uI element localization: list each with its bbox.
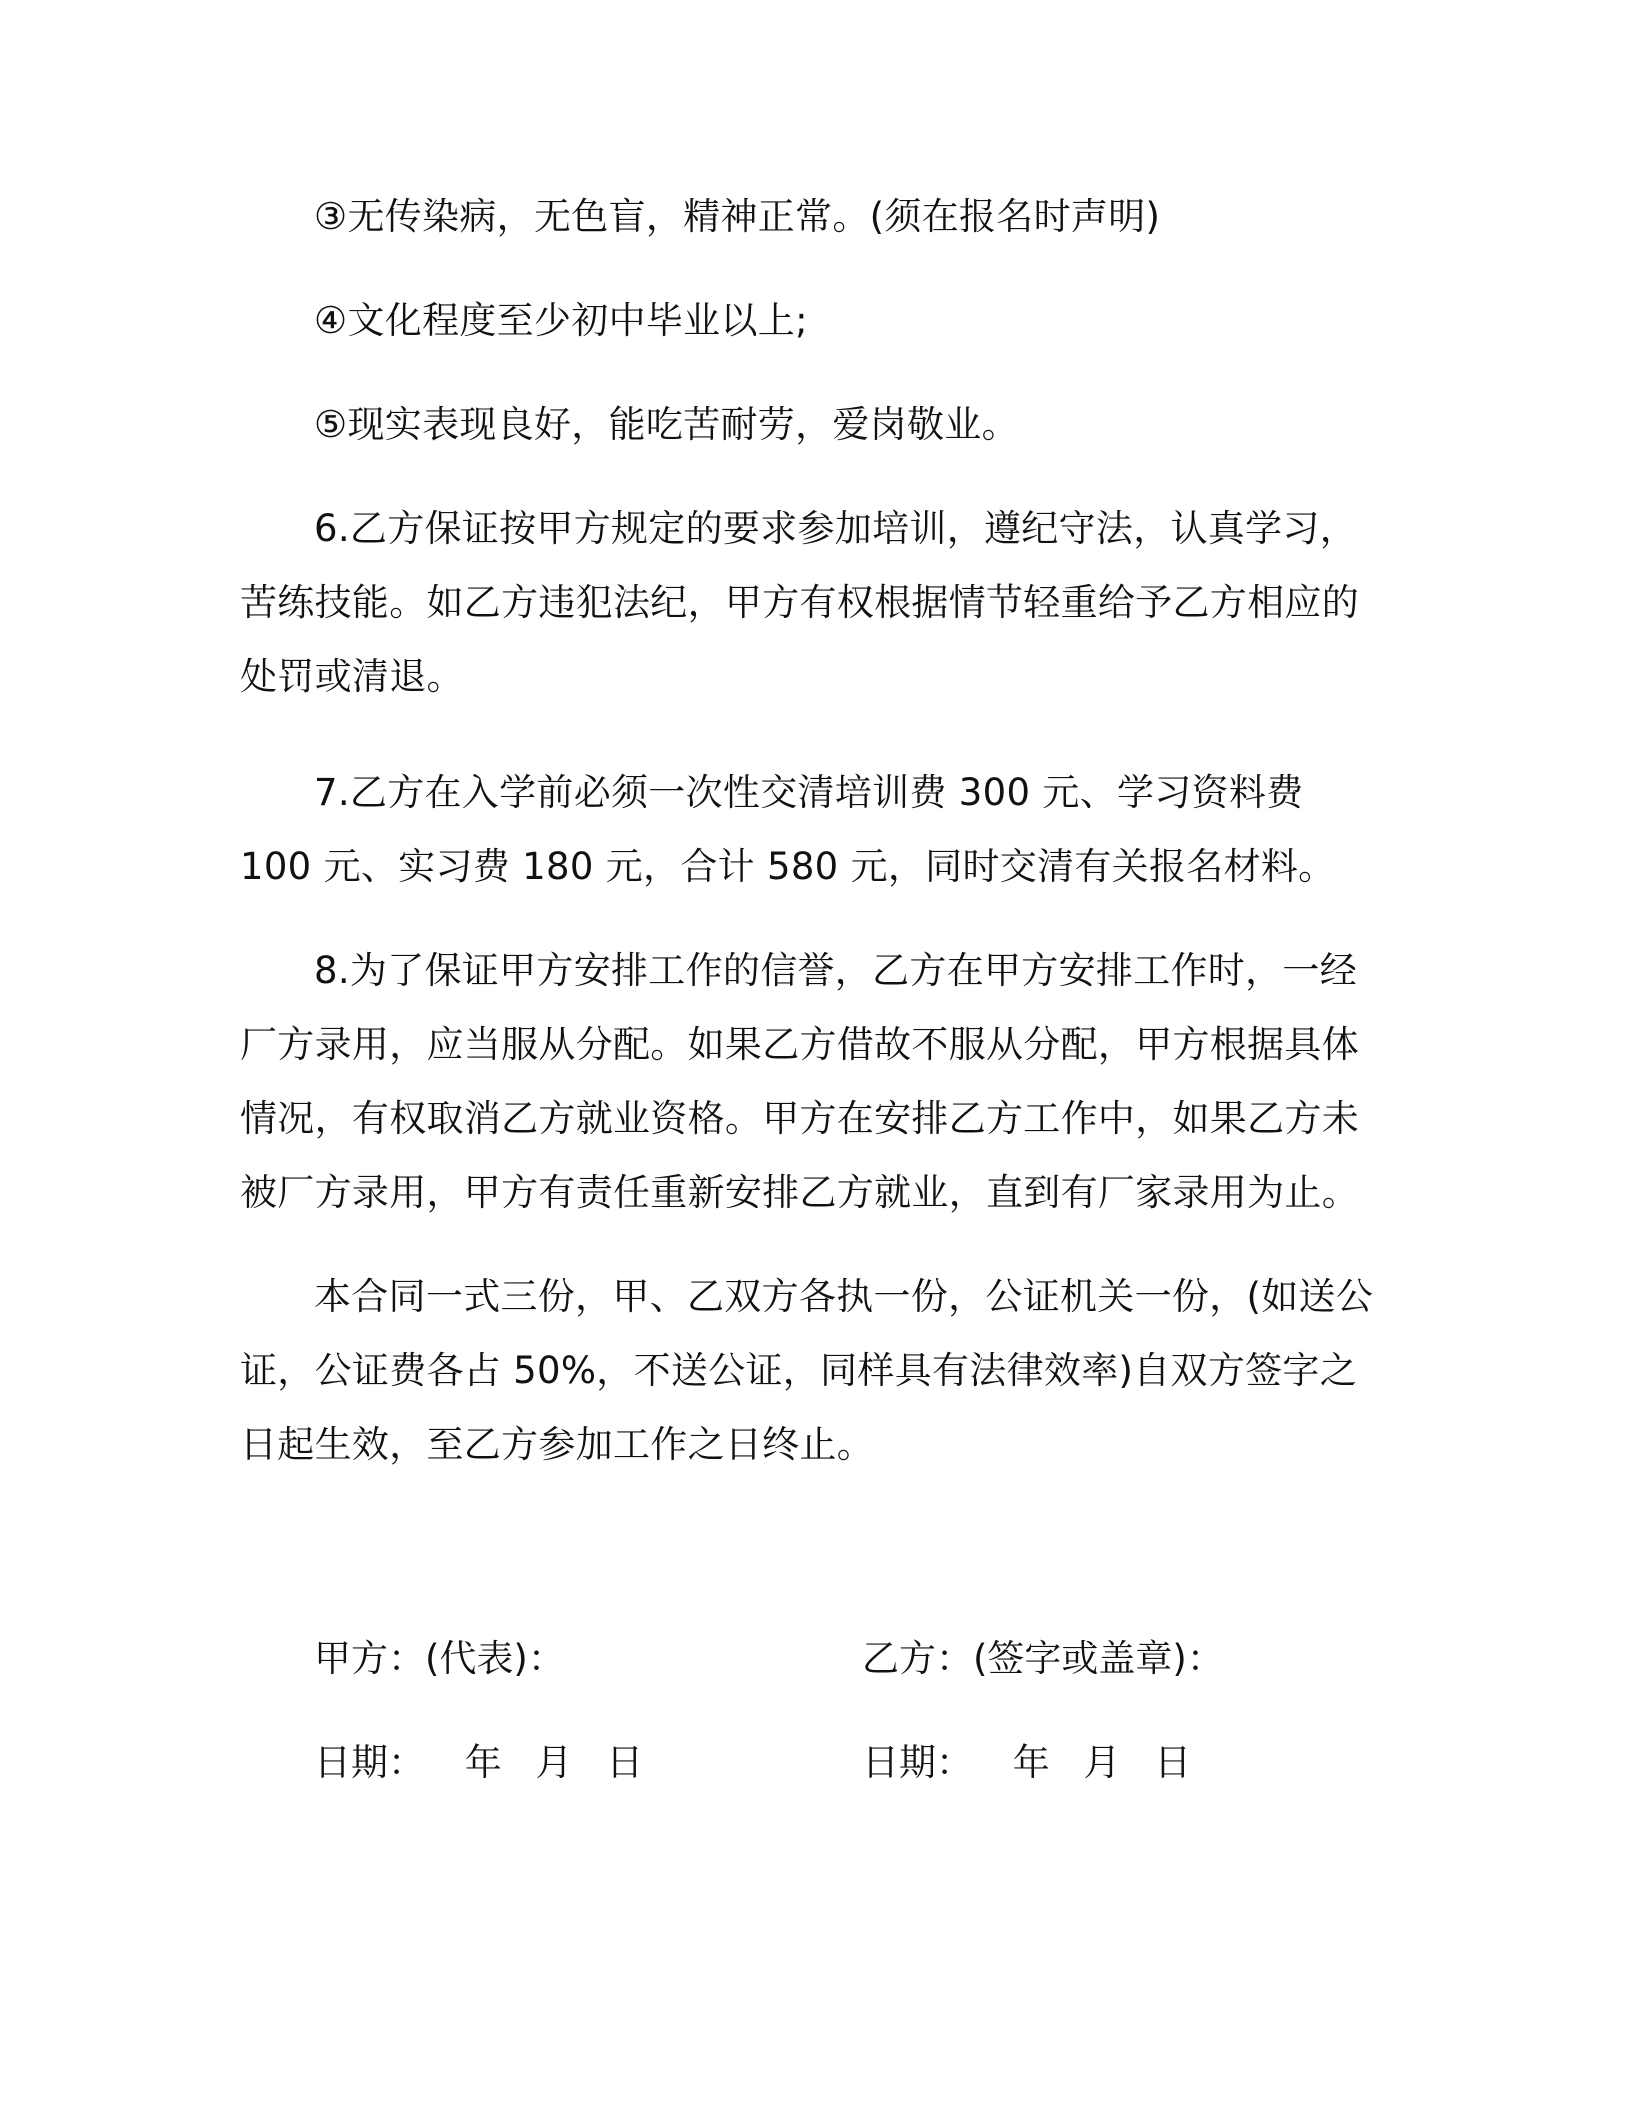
clause-7: 7.乙方在入学前必须一次性交清培训费 300 元、学习资料费 100 元、实习费 180 元，合计 580 元，同时交清有关报名材料。 bbox=[240, 771, 1336, 888]
year-label: 年 bbox=[464, 1741, 502, 1784]
contract-body bbox=[240, 180, 1380, 1512]
date-fields bbox=[465, 1726, 666, 1800]
month-label: 月 bbox=[1083, 1741, 1121, 1784]
party-a-label: 甲方：(代表)： bbox=[314, 1637, 565, 1680]
party-a-date bbox=[314, 1726, 862, 1800]
clause-health: ③无传染病，无色盲，精神正常。(须在报名时声明) bbox=[314, 195, 1161, 238]
clause-education: ④文化程度至少初中毕业以上; bbox=[314, 299, 808, 342]
clause-conduct: ⑤现实表现良好，能吃苦耐劳，爱岗敬业。 bbox=[314, 403, 1019, 446]
signature-party-row bbox=[314, 1622, 1314, 1696]
month-label: 月 bbox=[535, 1741, 573, 1784]
clause-8: 8.为了保证甲方安排工作的信誉，乙方在甲方安排工作时，一经厂方录用，应当服从分配。如果乙方借故不服从分配，甲方根据具体情况，有权取消乙方就业资格。甲方在安排乙方工作中，如果乙方未被厂方录用，甲方有责任重新安排乙方就业，直到有厂家录用为止。 bbox=[240, 949, 1359, 1214]
year-label: 年 bbox=[1012, 1741, 1050, 1784]
day-label: 日 bbox=[1154, 1741, 1192, 1784]
date-fields bbox=[1013, 1726, 1214, 1800]
signature-block bbox=[314, 1622, 1314, 1830]
date-label: 日期： bbox=[314, 1741, 425, 1784]
day-label: 日 bbox=[606, 1741, 644, 1784]
contract-validity: 本合同一式三份，甲、乙双方各执一份，公证机关一份，(如送公证，公证费各占 50%，不送公证，同样具有法律效率)自双方签字之日起生效，至乙方参加工作之日终止。 bbox=[240, 1275, 1374, 1466]
clause-6: 6.乙方保证按甲方规定的要求参加培训，遵纪守法，认真学习，苦练技能。如乙方违犯法纪，甲方有权根据情节轻重给予乙方相应的处罚或清退。 bbox=[240, 507, 1359, 698]
party-b-label: 乙方：(签字或盖章)： bbox=[862, 1637, 1224, 1680]
party-b-date bbox=[862, 1726, 1314, 1800]
signature-date-row bbox=[314, 1726, 1314, 1800]
date-label: 日期： bbox=[862, 1741, 973, 1784]
